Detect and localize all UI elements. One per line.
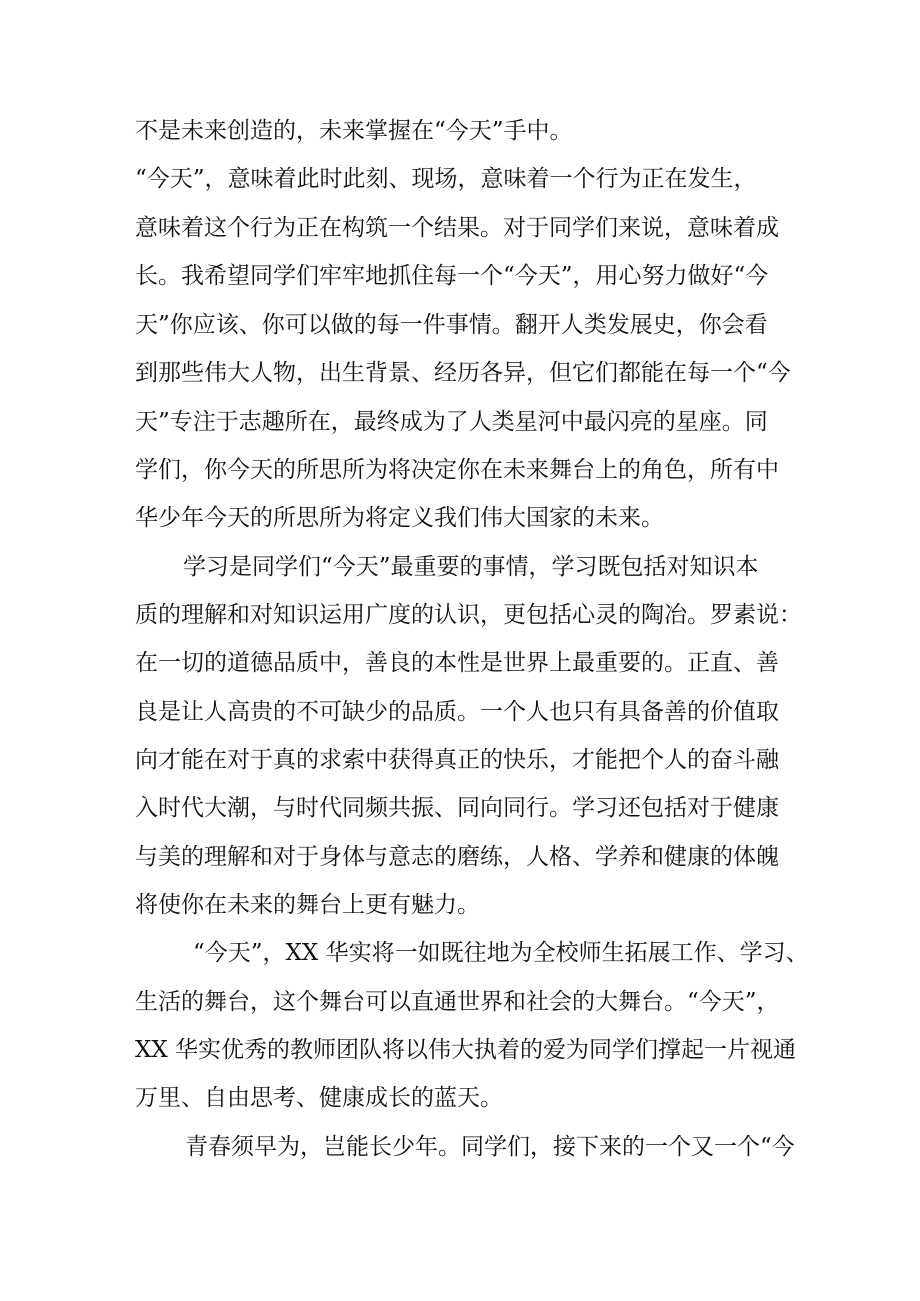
paragraph-1-line-1: 不是未来创造的，未来掌握在“今天”手中。 — [135, 118, 573, 144]
paragraph-3-line-4: 良是让人高贵的不可缺少的品质。一个人也只有具备善的价值取 — [135, 699, 779, 725]
paragraph-3-line-8: 将使你在未来的舞台上更有魅力。 — [135, 892, 480, 918]
paragraph-2-line-8: 华少年今天的所思所为将定义我们伟大国家的未来。 — [135, 505, 664, 531]
paragraph-4-line-1: “今天”，XX 华实将一如既往地为全校师生拓展工作、学习、 — [193, 940, 809, 966]
paragraph-5-line-1: 青春须早为，岂能长少年。同学们，接下来的一个又一个“今 — [185, 1134, 795, 1160]
paragraph-3-line-3: 在一切的道德品质中，善良的本性是世界上最重要的。正直、善 — [135, 650, 779, 676]
paragraph-2-line-7: 学们，你今天的所思所为将决定你在未来舞台上的角色，所有中 — [135, 457, 779, 483]
paragraph-4-line-4: 万里、自由思考、健康成长的蓝天。 — [135, 1085, 503, 1111]
paragraph-2-line-5: 到那些伟大人物，出生背景、经历各异，但它们都能在每一个“今 — [135, 360, 791, 386]
paragraph-3-line-7: 与美的理解和对于身体与意志的磨练，人格、学养和健康的体魄 — [135, 844, 779, 870]
paragraph-4-line-3: XX 华实优秀的教师团队将以伟大执着的爱为同学们撑起一片视通 — [135, 1037, 797, 1063]
paragraph-2-line-3: 长。我希望同学们牢牢地抓住每一个“今天”，用心努力做好“今 — [135, 263, 769, 289]
paragraph-3-line-1: 学习是同学们“今天”最重要的事情，学习既包括对知识本 — [183, 554, 759, 580]
paragraph-3-line-2: 质的理解和对知识运用广度的认识，更包括心灵的陶冶。罗素说： — [135, 602, 802, 628]
paragraph-2-line-4: 天”你应该、你可以做的每一件事情。翻开人类发展史，你会看 — [135, 312, 768, 338]
paragraph-3-line-6: 入时代大潮，与时代同频共振、同向同行。学习还包括对于健康 — [135, 795, 779, 821]
paragraph-4-line-2: 生活的舞台，这个舞台可以直通世界和社会的大舞台。“今天”， — [135, 989, 780, 1015]
paragraph-3-line-5: 向才能在对于真的求索中获得真正的快乐，才能把个人的奋斗融 — [135, 747, 779, 773]
paragraph-2-line-1: “今天”，意味着此时此刻、现场，意味着一个行为正在发生， — [135, 166, 757, 192]
paragraph-2-line-6: 天”专注于志趣所在，最终成为了人类星河中最闪亮的星座。同 — [135, 409, 768, 435]
paragraph-2-line-2: 意味着这个行为正在构筑一个结果。对于同学们来说，意味着成 — [135, 215, 779, 241]
